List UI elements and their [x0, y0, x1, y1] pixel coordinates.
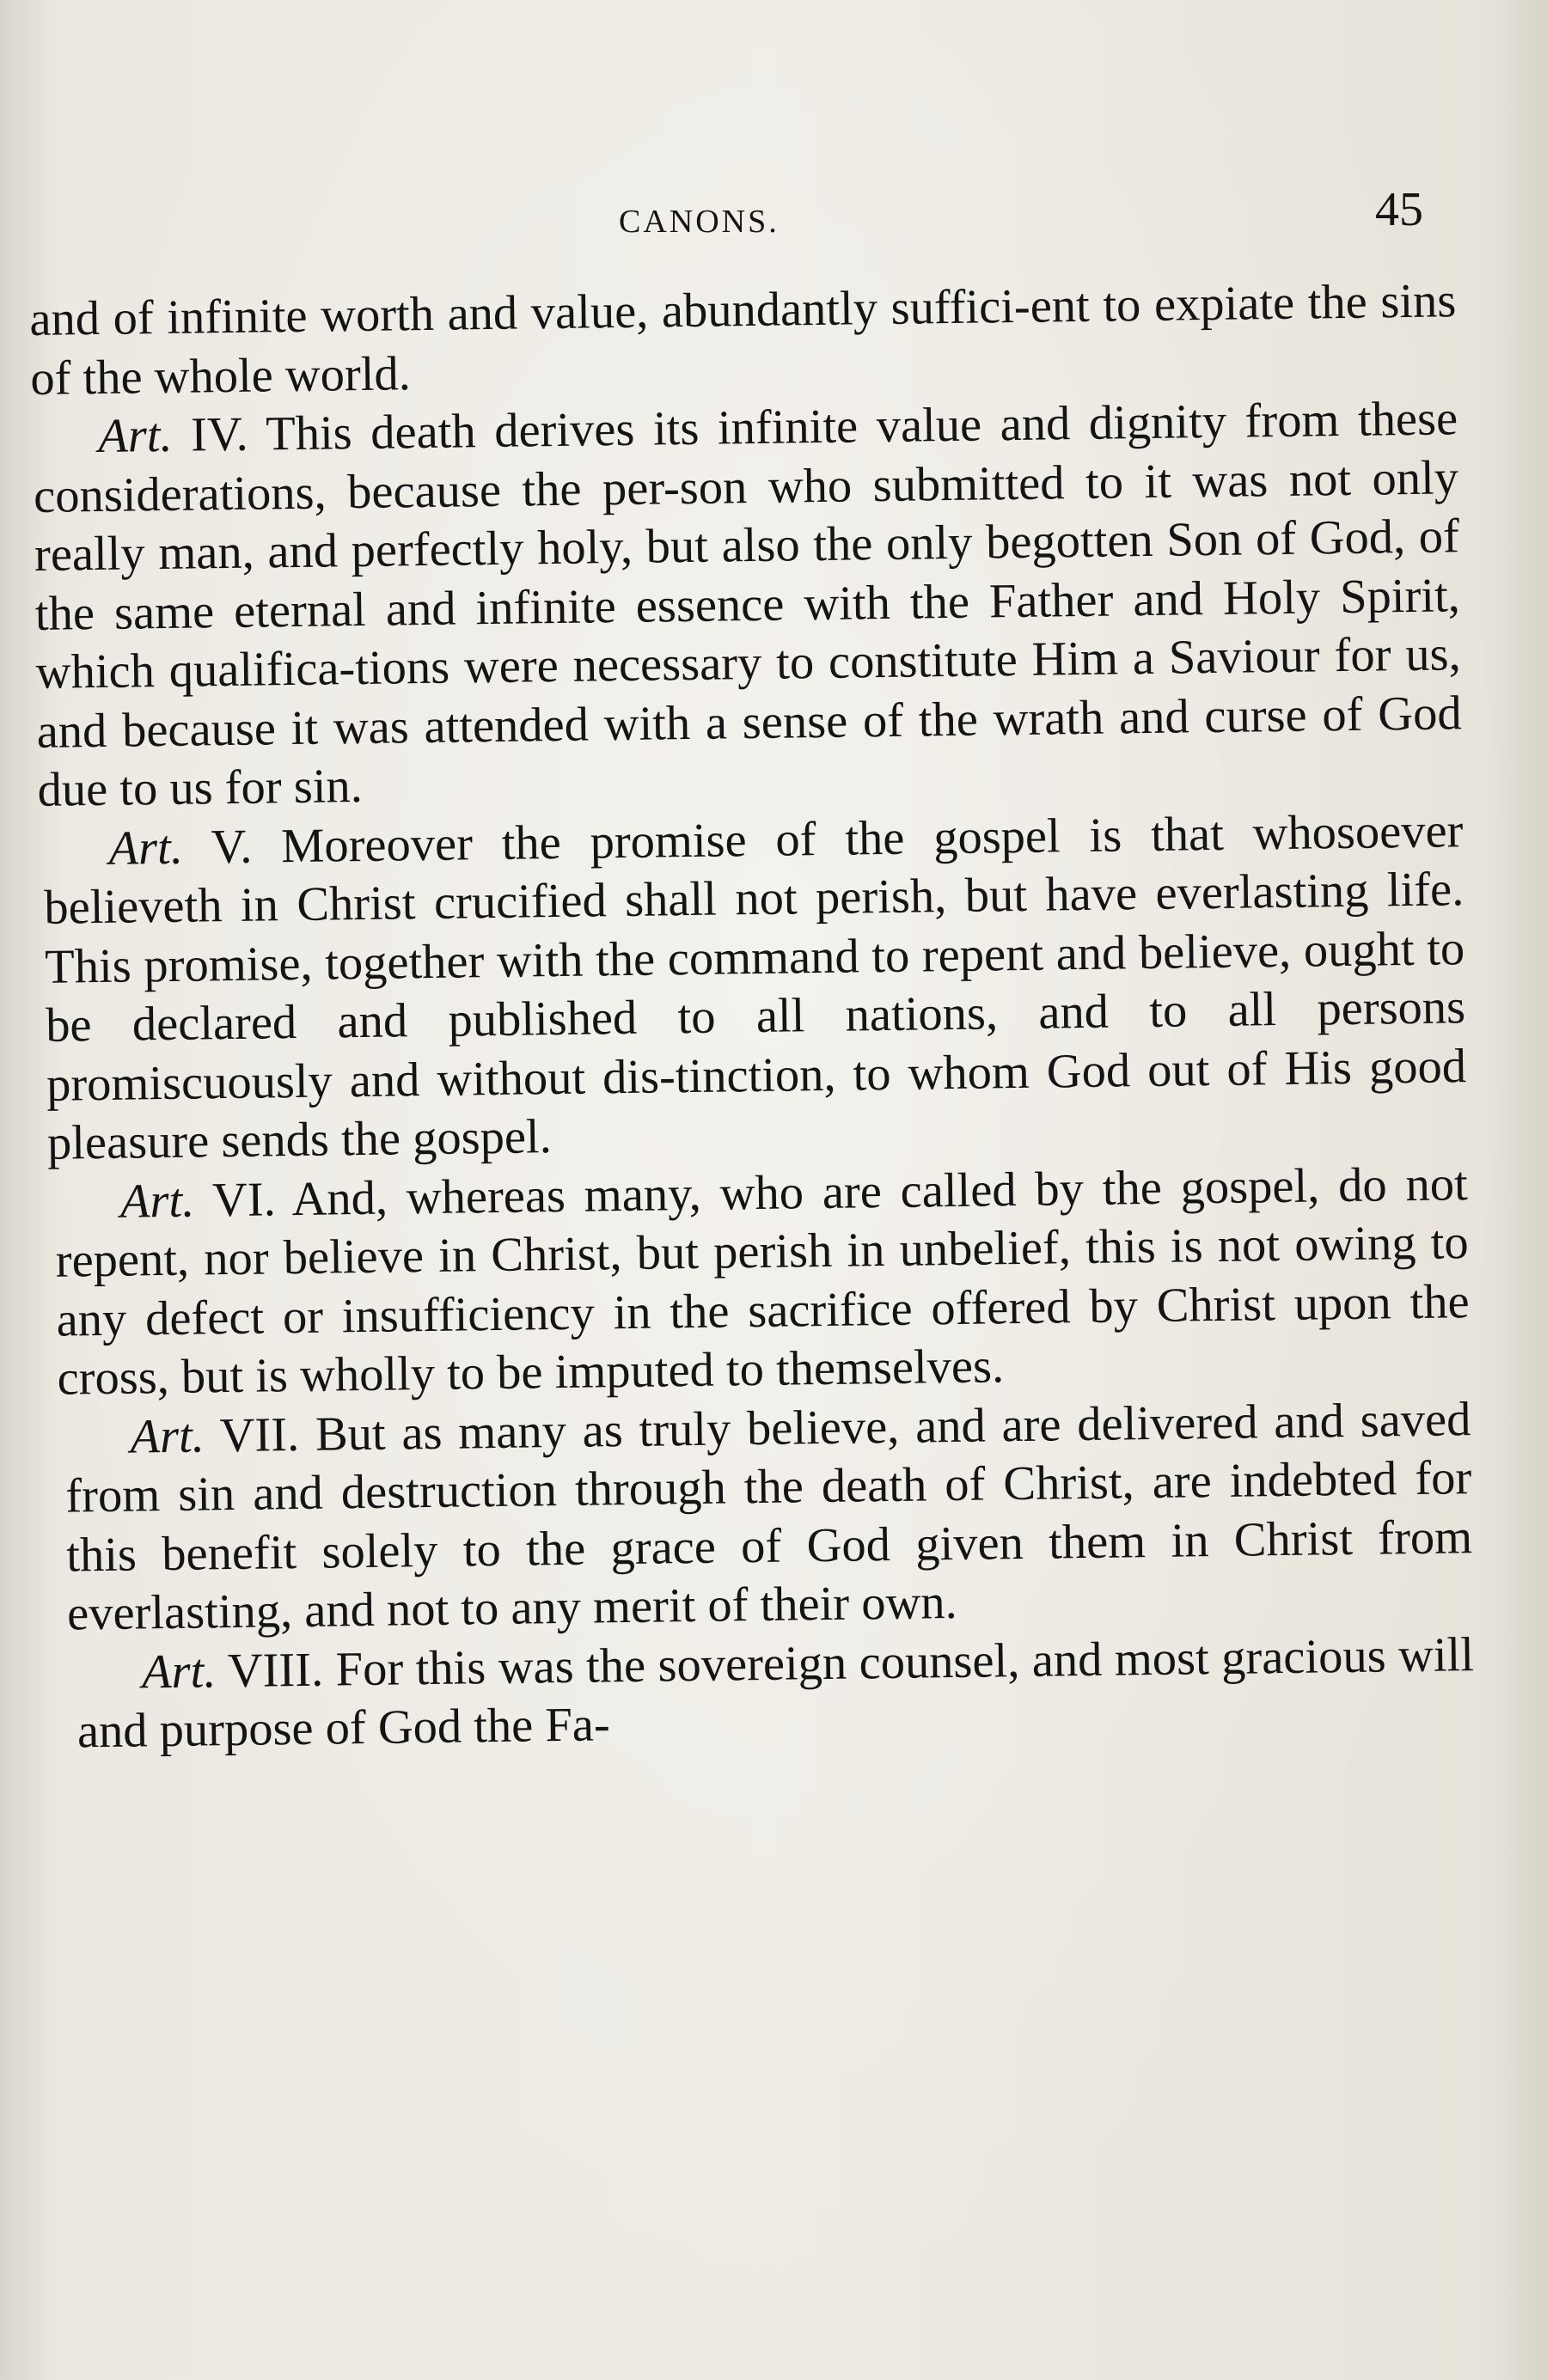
article-5	[43, 802, 1467, 1174]
body-text	[29, 272, 1475, 1761]
article-7-text: VII. But as many as truly believe, and are delivered and saved from sin and destruction through the death of Christ, are indebted for this benefit solely to the grace of God given them in Christ from everlasting, and not to any merit of their own.	[64, 1392, 1473, 1641]
running-head: CANONS.	[619, 204, 780, 240]
article-7-label: Art.	[130, 1408, 205, 1464]
page-number: 45	[1375, 183, 1423, 236]
article-6-label: Art.	[119, 1174, 195, 1229]
article-8	[76, 1626, 1476, 1761]
page-header	[0, 182, 1547, 251]
article-6	[54, 1155, 1470, 1408]
article-7	[64, 1390, 1473, 1644]
article-5-text: V. Moreover the promise of the gospel is that whosoever believeth in Christ crucified shall not perish, but have everlasting life. This promise, together with the command to repent and believe, ought to be declared and published to all nations, and to all persons promiscuously and without dis-tinction, to whom God out of His good pleasure sends the gospel.	[44, 803, 1467, 1170]
article-4-text: IV. This death derives its infinite value and dignity from these considerations, because the per-son who submitted to it was not only really man, and perfectly holy, but also the only begotten Son of God, of the same eternal and infinite essence with the Father and Holy Spirit, which qualifica-tions were necessary to constitute Him a Saviour for us, and because it was attended with a sense of the wrath and curse of God due to us for sin.	[33, 392, 1462, 817]
article-4-label: Art.	[97, 408, 173, 463]
article-6-text: VI. And, whereas many, who are called by the gospel, do not repent, nor believe in Christ, but perish in unbelief, this is not owing to any defect or insufficiency in the sacrifice offered by Christ upon the cross, but is wholly to be imputed to themselves.	[55, 1156, 1470, 1406]
paragraph-continuation: and of infinite worth and value, abundantly suffici-ent to expiate the sins of the whole world.	[29, 274, 1457, 406]
article-8-label: Art.	[141, 1644, 217, 1699]
article-5-label: Art.	[108, 821, 184, 876]
article-8-text: VIII. For this was the sovereign counsel, and most gracious will and purpose of God the Fa-	[76, 1627, 1475, 1759]
article-4	[33, 389, 1463, 820]
